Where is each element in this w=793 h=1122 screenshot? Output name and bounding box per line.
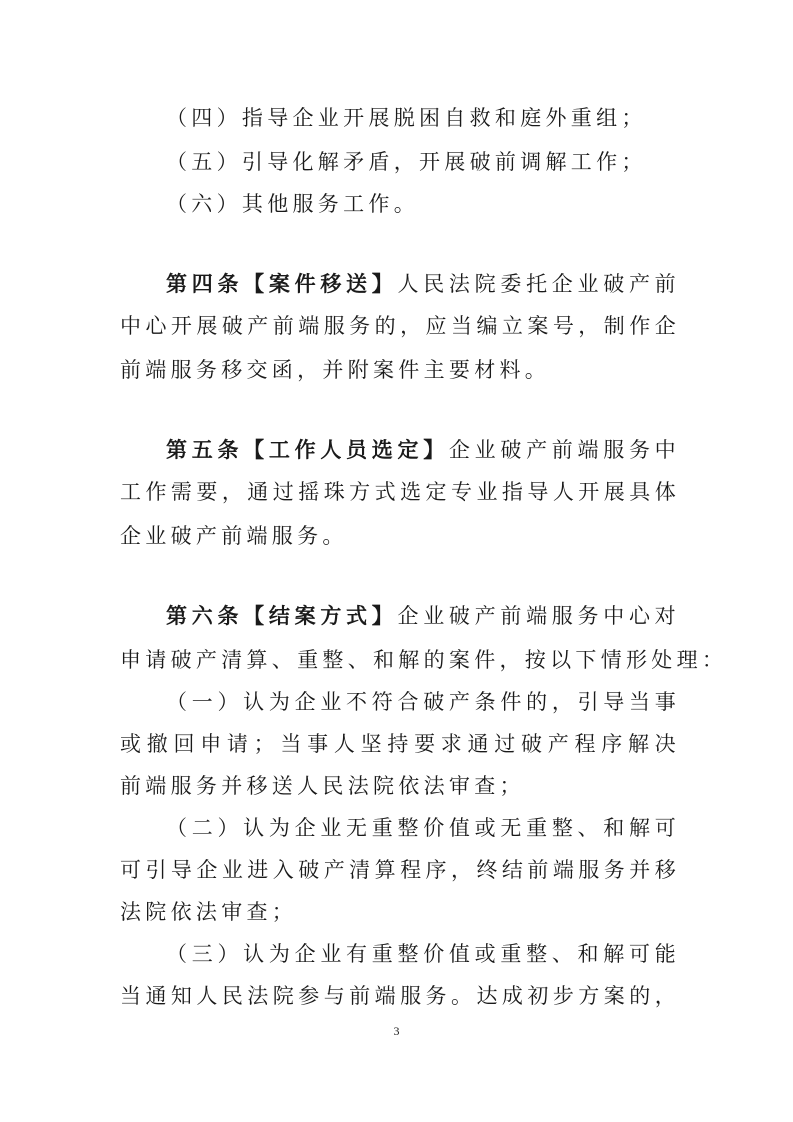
article-5-line: 工作需要，通过摇珠方式选定专业指导人开展具体 [120,480,680,504]
article-6-heading: 第六条【结案方式】 [166,604,398,628]
article-5-heading: 第五条【工作人员选定】 [166,438,449,462]
article-6-text: 企业破产前端服务中心对 [397,604,680,628]
article-5-first-line [166,436,680,464]
article-6-item-line: 当通知人民法院参与前端服务。达成初步方案的， [120,984,680,1008]
article-4-line: 中心开展破产前端服务的，应当编立案号，制作企 [120,314,680,338]
article-5-line: 企业破产前端服务。 [120,524,348,548]
article-6-line: 申请破产清算、重整、和解的案件，按以下情形处理： [120,648,728,672]
list-item: （四）指导企业开展脱困自救和庭外重组； [166,106,647,130]
article-6-first-line [166,602,680,630]
article-4-heading: 第四条【案件移送】 [166,272,398,296]
article-4-first-line [166,270,680,298]
article-5-text: 企业破产前端服务中 [448,438,680,462]
article-6-item-line: 可引导企业进入破产清算程序，终结前端服务并移 [120,858,680,882]
article-4-text: 人民法院委托企业破产前 [397,272,680,296]
article-4-line: 前端服务移交函，并附案件主要材料。 [120,358,551,382]
article-6-item-line: 法院依法审查； [120,900,298,924]
article-6-item-line: 或撤回申请；当事人坚持要求通过破产程序解决 [120,732,680,756]
article-6-item-line: （二）认为企业无重整价值或无重整、和解可 [166,816,680,840]
article-6-item-line: 前端服务并移送人民法院依法审查； [120,774,525,798]
list-item: （五）引导化解矛盾，开展破前调解工作； [166,150,647,174]
article-6-item-line: （一）认为企业不符合破产条件的，引导当事 [166,690,680,714]
page-number: 3 [393,1024,400,1038]
article-6-item-line: （三）认为企业有重整价值或重整、和解可能 [166,942,680,966]
list-item: （六）其他服务工作。 [166,192,419,216]
